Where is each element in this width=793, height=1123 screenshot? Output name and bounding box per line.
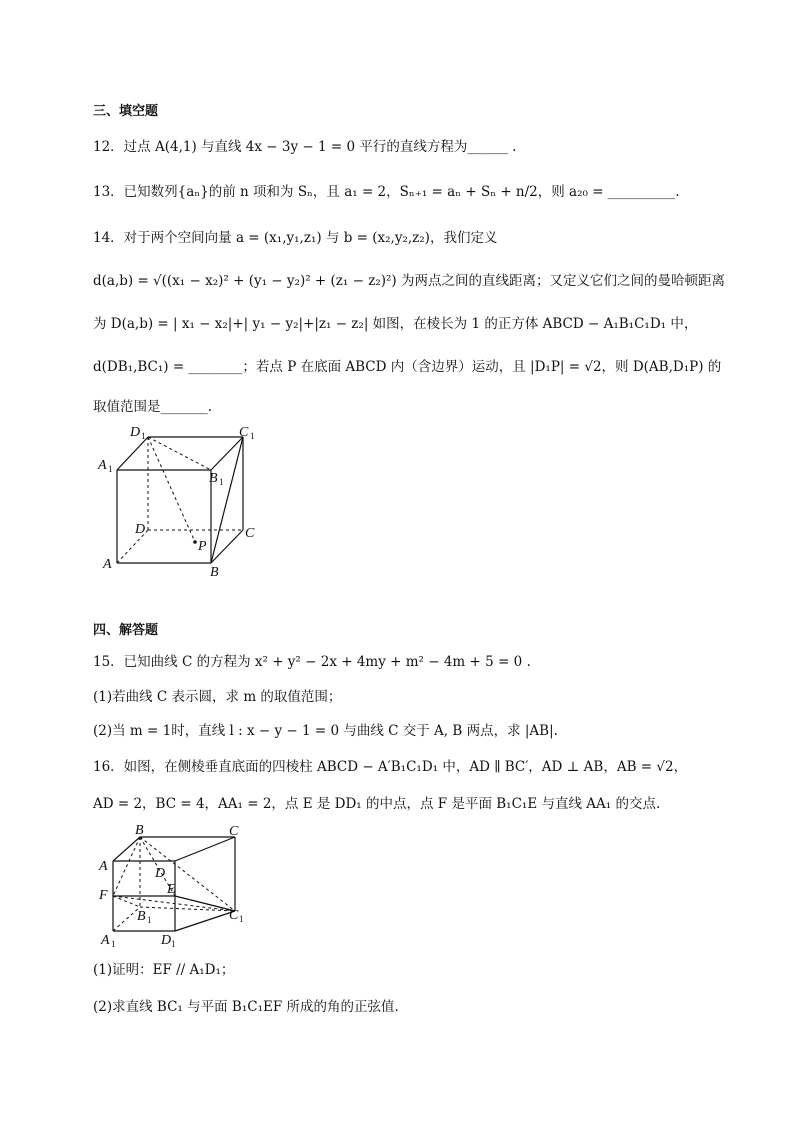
- label-a1: A: [101, 933, 110, 948]
- sub-d1: 1: [171, 939, 176, 948]
- question-14-line-4: d(DB₁,BC₁) = ________；若点 P 在底面 ABCD 内（含边界）运动，且 |D₁P| = √2，则 D(AB,D₁P) 的: [93, 359, 722, 375]
- sub-b1: 1: [147, 915, 152, 925]
- label-p: P: [198, 539, 207, 554]
- label-d1: D: [130, 425, 141, 440]
- label-b: B: [135, 823, 144, 838]
- section-heading-fill-in: 三、填空题: [93, 104, 159, 119]
- sub-a1: 1: [111, 939, 116, 948]
- label-d1: D: [161, 933, 172, 948]
- label-d: D: [135, 522, 146, 537]
- sub-c1: 1: [239, 914, 244, 924]
- cube-figure: [95, 420, 265, 580]
- question-15-line-1: 15．已知曲线 C 的方程为 x² + y² − 2x + 4my + m² − 4m + 5 = 0 .: [93, 654, 531, 670]
- question-14-line-3: 为 D(a,b) = | x₁ − x₂|+| y₁ − y₂|+|z₁ − z₂| 如图，在棱长为 1 的正方体 ABCD − A₁B₁C₁D₁ 中，: [93, 316, 698, 332]
- sub-c1: 1: [250, 431, 255, 441]
- question-16-line-2: AD = 2，BC = 4，AA₁ = 2，点 E 是 DD₁ 的中点，点 F 是平面 B₁C₁E 与直线 AA₁ 的交点.: [93, 796, 661, 812]
- sub-d1: 1: [141, 431, 146, 441]
- prism-figure: [95, 823, 260, 948]
- question-16-line-1: 16．如图，在侧棱垂直底面的四棱柱 ABCD − A′B₁C₁D₁ 中，AD ∥ BC′，AD ⊥ AB，AB = √2，: [93, 759, 688, 775]
- question-14-line-5: 取值范围是_______.: [93, 399, 213, 415]
- question-16-part-1: (1)证明：EF // A₁D₁；: [93, 962, 235, 978]
- label-e: E: [167, 882, 176, 897]
- label-b1: B: [137, 909, 146, 924]
- section-heading-answer: 四、解答题: [93, 623, 159, 638]
- question-16-part-2: (2)求直线 BC₁ 与平面 B₁C₁EF 所成的角的正弦值.: [93, 999, 399, 1015]
- label-f: F: [99, 888, 108, 903]
- label-a: A: [103, 557, 112, 572]
- question-14-line-1: 14．对于两个空间向量 a = (x₁,y₁,z₁) 与 b = (x₂,y₂,z₂)，我们定义: [93, 230, 498, 246]
- question-12: 12．过点 A(4,1) 与直线 4x − 3y − 1 = 0 平行的直线方程为______ .: [93, 139, 517, 155]
- label-c1: C: [229, 908, 239, 923]
- label-b1: B: [209, 471, 218, 486]
- label-a1: A: [98, 458, 107, 473]
- sub-a1: 1: [108, 464, 113, 474]
- label-b: B: [210, 565, 219, 580]
- question-15-part-2: (2)当 m = 1时，直线 l : x − y − 1 = 0 与曲线 C 交于 A, B 两点，求 |AB|.: [93, 723, 558, 739]
- question-15-part-1: (1)若曲线 C 表示圆，求 m 的取值范围；: [93, 689, 342, 705]
- question-14-line-2: d(a,b) = √((x₁ − x₂)² + (y₁ − y₂)² + (z₁ − z₂)²) 为两点之间的直线距离；又定义它们之间的曼哈顿距离: [93, 273, 725, 289]
- question-13: 13．已知数列{aₙ}的前 n 项和为 Sₙ，且 a₁ = 2，Sₙ₊₁ = aₙ + Sₙ + n/2，则 a₂₀ = __________.: [93, 184, 680, 200]
- label-c: C: [245, 526, 255, 541]
- label-c1: C: [239, 425, 249, 440]
- label-c: C: [229, 824, 239, 839]
- label-a: A: [99, 859, 108, 874]
- label-d: D: [155, 866, 166, 881]
- sub-b1: 1: [219, 477, 224, 487]
